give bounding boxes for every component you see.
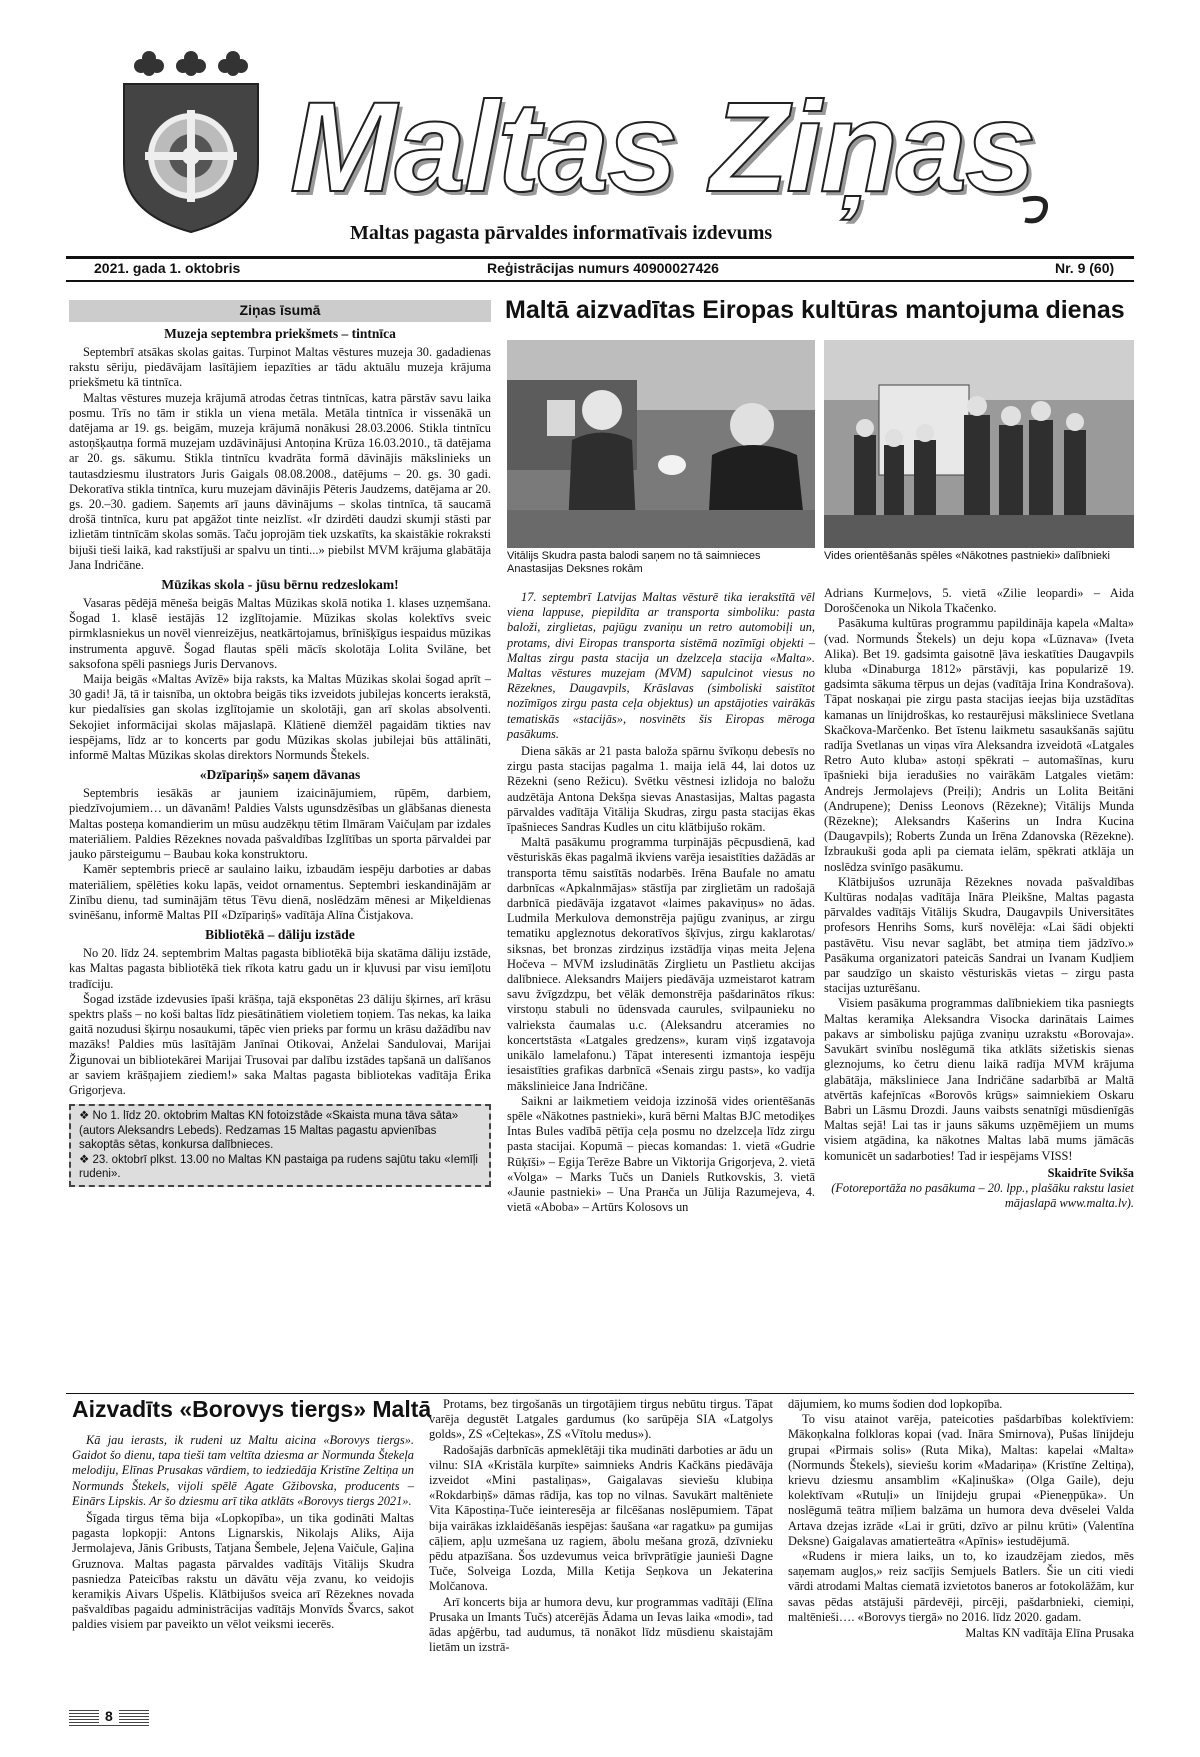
bottom-headline: Aizvadīts «Borovys tiergs» Maltā bbox=[72, 1396, 432, 1422]
photo-pigeon-icon bbox=[507, 340, 815, 548]
sidebar-section-title: «Dzīpariņš» saņem dāvanas bbox=[199, 767, 361, 783]
masthead-ornament bbox=[1015, 190, 1055, 230]
hook-ornament-icon bbox=[1015, 190, 1055, 230]
notice-box bbox=[69, 1104, 491, 1187]
masthead-bottom-rule bbox=[66, 280, 1134, 282]
article-paragraph: Radošajās darbnīcās apmeklētāji tika mudināti darboties ar ādu un vilnu: SIA «Kristāla kurpīte» saimnieks Andris Kačkāns piedāvāja izveidot «Mini pastaliņas», Gaigalavas sieviešu klubiņa «Rokdarbiņš» dāmas rādīja, kas top no vilnas. Savukārt maltēniete Vita Kāpostiņa-Tuče ieinteresēja ar filcēšanas noslēpumiem. Tāpat bija vairākas izklaidēšanās iespējas: šaušana «ar ragatku» pa gumijas cāļiem, apļu uzmešana uz ragiem, ābolu mešana grozā, dzīvnieku pēdu atpazīšana. Šos uzdevumus veica brīvprātīgie jaunieši Dagne Tuče, Solveiga Lozda, Milla Ketija Seņkova un Jekaterina Molčanova. bbox=[429, 1442, 773, 1594]
notice-item: ❖ No 1. līdz 20. oktobrim Maltas KN fotoizstāde «Skaista muna tāva sāta» (autors Aleksandrs Lebeds). Redzamas 15 Maltas pagastu apvienības sakoptās sētas, konkursa dalībnieces. bbox=[79, 1110, 459, 1152]
issue-number: Nr. 9 (60) bbox=[1055, 260, 1115, 276]
article-paragraph: No 20. līdz 24. septembrim Maltas pagasta bibliotēkā bija skatāma dāliju izstāde, kas Maltas pagasta bibliotēkā tiek rīkota katru gadu un ir kļuvusi par visu iemīļotu tradīciju. bbox=[69, 946, 491, 991]
main-article-col2 bbox=[507, 590, 815, 1215]
main-article-col3 bbox=[824, 586, 1134, 1211]
article-paragraph: Kamēr septembris priecē ar saulaino laiku, izbaudām iespēju darboties ar dabas materiāliem, spēlēties koku lapās, veidot ornamentus. Septembri ieskandinājām ar Zinību dienu, tad suminājām tētus Tēvu dienā, noslēdzām mēnesi ar Miķeldienas svinēšanu, informē Maltas PII «Dzīpariņš» vadītāja Alīna Čistjakova. bbox=[69, 862, 491, 922]
page-number: 8 bbox=[99, 1708, 119, 1724]
bottom-article-col1 bbox=[72, 1433, 414, 1633]
article-paragraph: «Rudens ir miera laiks, un to, ko izaudzējam ziedos, mēs saņemam augļos,» reiz sacījis Semjuels Batlers. Šie un citi viedi vārdi atrodami Maltas ciematā izvietotos baneros ar fotokolāžām, kur savas pēdas atstājuši pārdevēji, pircēji, pašdarbnieki, ciemiņi, maltēnieši…. «Borovys tiergā» no 2016. līdz 2020. gadam. bbox=[788, 1549, 1134, 1624]
bottom-signature: Maltas KN vadītāja Elīna Prusaka bbox=[965, 1626, 1134, 1641]
main-photo-note: (Fotoreportāža no pasākuma – 20. lpp., plašāku rakstu lasiet mājaslapā www.malta.lv). bbox=[831, 1180, 1134, 1210]
main-col3-body bbox=[824, 586, 1134, 1164]
article-paragraph: Adrians Kurmeļovs, 5. vietā «Zilie leopardi» – Aida Doroščenoka un Nikola Tkačenko. bbox=[824, 586, 1134, 616]
bottom-lead: Kā jau ierasts, ik rudeni uz Maltu aicina «Borovys tiergs». Gaidot šo dienu, tapa tieši tam veltīta dziesma ar Normunda Štekeļa melodiju, Elīnas Prusakas vārdiem, to iedziedāja Kristīne Zeltiņa un Normunds Štekels, vijoli spēlē Agate Gžibovska, producents – Einārs Lipskis. Ar šo dziesmu arī tika atklāts «Borovys tiergs 2021». bbox=[72, 1433, 414, 1508]
article-paragraph: Pasākuma kultūras programmu papildināja kapela «Malta» (vad. Normunds Štekels) un deju kopa «Lūznava» (Iveta Alika). Bet 19. gadsimta gaisotnē ļāva ieskatīties Daugavpils kluba «Dinaburga 1812» pārstāvji, kas popularizē 19. gadsimta sākuma tērpus un dejas (vadītāja Irina Kondrašova). Tāpat noskaņai pie zirgu pasta stacijas ieejas bija uzstādītas kamanas un līnijdroškas, ko restaurējusi māksliniece Svetlana Skačkova-Marčenko. Bet īstenu laikmetu sasaukšanās sajūtu radīja Svetlanas un viņas vīra Aleksandra izveidotā «Latgales Retro Auto kluba» astoņi spēkrati – automašīnas, kuru īpašnieki bija ieradušies no vairākām Latgales vietām: Andrejs Jermolajevs (Preiļi); Andris un Lolita Beitāni (Andrupene); Deniss Leonovs (Rēzekne); Vitālijs Munda (Rēzekne); Aleksandrs Kašerins un Indra Kucina (Daugavpils); Roberts Zunda un Irēna Zdanovska (Rēzekne). Izbraukuši goda apli pa ciemata ielām, spēkrati atklāja un noslēdza svinīgo pasākumu. bbox=[824, 616, 1134, 874]
sidebar-section-title: Mūzikas skola - jūsu bērnu redzeslokam! bbox=[161, 577, 399, 593]
bottom-col3-body bbox=[788, 1397, 1134, 1625]
article-paragraph: dājumiem, ko mums šodien dod lopkopība. bbox=[788, 1397, 1003, 1411]
bottom-col1-body bbox=[72, 1511, 414, 1633]
coat-of-arms-icon bbox=[116, 44, 266, 234]
bottom-article-col3 bbox=[788, 1397, 1134, 1641]
masthead-top-rule bbox=[66, 256, 1134, 259]
sidebar bbox=[69, 300, 491, 1187]
photo2-caption: Vides orientēšanās spēles «Nākotnes pastnieki» dalībnieki bbox=[824, 550, 1110, 562]
article-paragraph: Diena sākās ar 21 pasta baloža spārnu švīkoņu debesīs no zirgu pasta stacijas pagalma 1. maija ielā 44, lai dotos uz Rēzekni (seno Režicu). Svētku vēstnesi izlidoja no baložu audzētāja Antona Dekšņa sievas Anastasijas, Maltas pagasta pārvaldes vadītāja Vitālija Skudras, zirgu pasta stacijas ēkas īpašnieces Sandras Kudles un citu klātbijušo rokām. bbox=[507, 744, 815, 835]
article-paragraph: Šīgada tirgus tēma bija «Lopkopība», un tika godināti Maltas pagasta lopkopji: Antons Lignarskis, Nikolajs Aliks, Aija Jermolajeva, Jānis Gribusts, Tatjana Šembele, Jeļena Vaičule, Gaļina Gruznova. Maltas pagasta pārvaldes vadītājs Vitālijs Skudra pasniedza Pateicības rakstu un dāvātu vēja zvanu, ko veidojis keramiķis Aivars Ušpelis. Klātbijušos sveica arī Rēzeknes novada pašvaldības pagaidu administrācijas vadītājs Monvīds Švarcs, sakot paldies visiem par paveikto un vēlot veiksmi iecerēs. bbox=[72, 1511, 414, 1632]
bottom-article-col2 bbox=[429, 1397, 773, 1655]
bottom-col2-body bbox=[429, 1397, 773, 1655]
article-paragraph: Septembrī atsākas skolas gaitas. Turpinot Maltas vēstures muzeja 30. gadadienas rakstu sēriju, piedāvājam lasītājiem iepazīties ar tādu aktuālu muzeja krājuma priekšmetu kā tintnīca. bbox=[69, 345, 491, 390]
article-paragraph: Visiem pasākuma programmas dalībniekiem tika pasniegts Maltas keramiķa Aleksandra Visocka darinātais Laimes pakavs ar simbolisku pajūga zvaniņu uzrakstu «Borovaja». Savukārt svinību noslēgumā tika atklāts sižetiskis sienas gleznojums, ko četru dienu laikā radīja MVM krājuma glabātāja, māksliniece Jana Indričāne sadarbībā ar Maltā atvērtās kafejnīcas «Borovōs krūgs» saimniekiem Oskaru Babri un Lāsmu Drozdi. Jauns vaibsts senatnīgi mūsdienīgās Maltas sejā! Lai tas ir jauns sākums uzņēmējiem un mums visiem atgādina, ka nākotnes Maltas labā mums jāmācās komunicēt un sadarboties! Tad ir iespējams VISS! bbox=[824, 996, 1134, 1163]
sidebar-sections bbox=[69, 326, 491, 1098]
article-paragraph: Šogad izstāde izdevusies īpaši krāšņa, tajā eksponētas 23 dāliju šķirnes, arī krāsu spektrs plašs – no koši baltas līdz piesātinātiem violetiem toņiem. Tas nekas, ka laika gaitā nozudusi šķirņu nosaukumi, tāpēc vien prieks par formu un krāsu dažādību nav mazāks! Paldies mūs lasītājām Janīnai Otikovai, Anželai Sandulovai, Marijai Žigunovai un bibliotekārei Marijai Trusovai par dalību izstādes tapšanā un dalīšanos ar saviem krāšņajiem ziediem!» saka Maltas pagasta bibliotekas vadītāja Ērika Grigorjeva. bbox=[69, 991, 491, 1097]
article-paragraph: Saikni ar laikmetiem veidoja izzinošā vides orientēšanās spēle «Nākotnes pastnieki», kurā bērni Maltas BJC metodiķes Intas Bules vadībā pētīja ceļa posmu no dzelzceļa līdz zirgu pasta stacijai. Kopumā – piecas komandas: 1. vietā «Gudrie Rūķīši» – Egija Terēze Babre un Viktorija Grigorjeva, 2. vietā «Volga» – Marks Tučs un Daniels Rutkovskis, 3. vietā «Jaunie pastnieki» – Una Prанča un Jūlija Razumejeva, 4. vietā «Aboba» – Artūrs Kolosovs un bbox=[507, 1093, 815, 1215]
article-paragraph: Maltas vēstures muzeja krājumā atrodas četras tintnīcas, katra pārstāv savu laika posmu. Trīs no tām ir stikla un viena metāla. Metāla tintnīca ir vissenākā un datējama ar 19. gs. beigām, muzeja krājumā nonākusi 28.03.2006. Stikla tintnīcu astoņšķautņa formā muzejam uzdāvinājusi Antoņina Krūza 16.03.2010., tā datējama ar 20. gs. sākumu. Stikla tintnīcu kvadrāta formā dāvinājis mākslinieks un tautasdziesmu ilustrators Juris Gaigals 08.08.2008., datējums – 20. gs. 30 gadi. Dekoratīva stikla tintnīca, kuru muzejam dāvinājis Pēteris Jaudzems, datējama ar 20. gs. 20.–30. gadiem. Saņemts arī jauns dāvinājums – skolas tintnīca, tā saucamā drošā tintnīca, kuru pat apgāžot tinte neizlīst. «Ir dzirdēti daudzi skumji stāsti par izlietām tintnīcām skolas somās. Taču joprojām tiek uzskatīts, ka skaistākie rokraksti bijuši tieši laikā, kad rakstījuši ar spalvu un tinti...» piebilst MVM krājuma glabātāja Jana Indričāne. bbox=[69, 390, 491, 572]
coat-of-arms bbox=[116, 44, 266, 234]
sidebar-heading-text: Ziņas īsumā bbox=[239, 302, 321, 318]
article-paragraph: Septembris iesākās ar jauniem izaicinājumiem, rūpēm, darbiem, piedzīvojumiem… un dāvanām! Paldies Valsts ugunsdzēsības un glābšanas dienesta Maltas posteņa komandierim un mūsu audzēkņu tētim Ilmāram Vaičuļam par izdales materiāliem. Paldies Rēzeknes novada pašvaldības Izglītības un sporta pārvaldei par jauko pārsteigumu – Baubau koka konstruktoru. bbox=[69, 786, 491, 862]
article-paragraph: Arī koncerts bija ar humora devu, kur programmas vadītāji (Elīna Prusaka un Imants Tučs) atcerējās Ādama un Ievas laika «modi», tad ādas apģērbu, tad audumus, tā nonākot līdz mūsdienu skaistajām lietām un izstrā- bbox=[429, 1594, 773, 1655]
sidebar-section-title: Muzeja septembra priekšmets – tintnīca bbox=[164, 326, 396, 341]
photo1-caption: Vitālijs Skudra pasta balodi saņem no tā saimnieces Anastasijas Deksnes rokām bbox=[507, 550, 761, 575]
photo-group-icon bbox=[824, 340, 1134, 548]
masthead-title: Maltas Ziņas bbox=[290, 76, 1035, 219]
article-paragraph: Vasaras pēdējā mēneša beigās Maltas Mūzikas skolā notika 1. klases uzņemšana. Šogad 1. klasē iestājās 12 izglītojamie. Mūzikas skolas kolektīvs sveic pirmklasniekus un novēl vienreizējus, neatkārtojamus, brīnišķīgus iespaidus mūzikas instrumenta apguvē. Šogad flautas spēli mācīs skolotāja Lolita Svilāne, bet saksofona spēli pasniegs Juris Dervanovs. bbox=[69, 596, 491, 671]
article-paragraph: Protams, bez tirgošanās un tirgotājiem tirgus nebūtu tirgus. Tāpat varēja degustēt Latgales gardumus (ko sarūpēja SIA «Latgolys golds», ZS «Ceļtekas», ZS «Vītolu medus»). bbox=[429, 1397, 773, 1442]
main-col2-body bbox=[507, 744, 815, 1215]
main-lead: 17. septembrī Latvijas Maltas vēsturē tika ierakstītā vēl viena lappuse, piepildīta ar transporta simboliku: pasta baloži, zirglietas, pajūgu zvaniņu un retro automobiļi un, protams, divi Eiropas transporta sistēmā nozīmīgi objekti – Maltas zirgu pasta stacija un dzelzceļa stacija «Malta». Maltas vēstures muzejam (MVM) sapulcinot viesus no Rēzeknes, Daugavpils, Krāslavas (simboliski saistītot nozīmīgos zirgu pasta ceļa objektus) un apstājoties vairākās tematiskās «stacijās», nosvinēts šis Eiropas mēroga pasākums. bbox=[507, 590, 815, 741]
main-headline: Maltā aizvadītas Eiropas kultūras mantojuma dienas bbox=[505, 296, 1125, 324]
article-paragraph: To visu atainot varēja, pateicoties pašdarbības kolektīviem: Mākoņkalna folkloras kopai (vad. Ināra Smirnova), Pušas līnijdeju grupai «Pirmais solis» (Ruta Mika), Maltas: kapelai «Malta» (Normunds Štekels), sieviešu korim «Madariņa» (Kristīne Zeltiņa), krievu dziesmu ansamblim «Kaļinuška» (Olga Gaile), deju kolektīvam «Rutuļi» un līnijdeju grupai «Pieneņpūka». Un noslēgumā teātra mīļiem balzāma un humora deva dvēselei Valda Artava dzejas izrāde «Lai ir grūti, dzīvo ar pilnu krūti» (Valentīna Deksne) Gaigalavas amatierteātra «Apīnis» iestudējumā. bbox=[788, 1412, 1134, 1548]
article-paragraph: Maltā pasākumu programma turpinājās pēcpusdienā, kad vēsturiskās ēkas pagalmā ikviens varēja iesaistīties dažādās ar transporta tēmu saistītās nodarbēs. Irēna Baufale no amatu darbnīcas «Apkalnmājas» stāstīja par zirglietām un radošajā darbnīcā piedāvāja izgatavot «laimes pakaviņus» no ādas. Ludmila Merkulova demonstrēja pajūgu zvaniņus, ar zirgu tematiku apgleznotus dekoratīvos šķīvjus, zirgu kaklarotas/ siksnas, bet bronzas zirdziņus izstādīja viņas meita Jeļena Hočeva – MVM izsludinātās Zirglietu un Pastlietu akcijas dalībniece. Aleksandrs Maijers piedāvāja uzmeistarot katram savu žvīgzdzpu, bet vēlāk demonstrēja pašdarinātos rīkus: virstoņu stabuli no ūdensvada caurules, svilpaunieku no valriekstа čaumalas u.c. (Aleksandru atceramies no koncertstāsta «Latgales gredzens», kuram viņš izgatavoja unikālo lamelafonu.) Tāpat interesenti izmantoja iespēju iesaistīties grafikas darbnīcā «Senais zirgu pasts», ko vadīja mākslinieice Jana Indričāne. bbox=[507, 835, 815, 1093]
article-paragraph: Klātbijušos uzrunāja Rēzeknes novada pašvaldības Kultūras nodaļas vadītāja Ināra Pleikšne, Maltas pagasta pārvaldes vadītājs Vitālijs Skudra, Daugavpils Universitātes profesors Henrihs Soms, kurš novēlēja: «Lai šādi objekti pastāvētu. Visu nevar saglābt, bet atmiņa tiem jādzīvo.» Pasākuma organizatori pateicās Sandrai un Ivanam Kudļiem par saudzīgo un skaisto vēsturiskās vietas – zirgu pasta stacijas uzturēšanu. bbox=[824, 874, 1134, 996]
sidebar-heading bbox=[69, 300, 491, 322]
bottom-article-rule bbox=[66, 1393, 1134, 1394]
registration-number: Reģistrācijas numurs 40900027426 bbox=[487, 260, 719, 276]
photo-pigeon-handover bbox=[507, 340, 815, 548]
article-paragraph: Maija beigās «Maltas Avīzē» bija raksts, ka Maltas Mūzikas skolai šogad aprīt – 30 gadi! Jā, tā ir taisnība, un oktobra beigās tiks izveidots jubilejas koncerts ierakstā, kur piedalīsies gan skolas izglītojamie un skolotāji, gan arī skolas absolventi. Sekojiet informācijai skolas mājaslapā. Klātienē diemžēl pagaidām tikties nav iespējams, līdz ar to koncerts par godu Mūzikas skolas jubilejai būs attālināti, informē Maltas Mūzikas skolas direktors Normunds Štekels. bbox=[69, 672, 491, 763]
photo-game-participants bbox=[824, 340, 1134, 548]
issue-date: 2021. gada 1. oktobris bbox=[94, 260, 241, 276]
sidebar-section-title: Bibliotēkā – dāliju izstāde bbox=[205, 927, 355, 943]
main-author: Skaidrīte Svikša bbox=[1047, 1165, 1134, 1180]
page-footer bbox=[69, 1708, 149, 1730]
notice-item: ❖ 23. oktobrī plkst. 13.00 no Maltas KN pastaiga pa rudens sajūtu taku «Iemīļi rudeni». bbox=[79, 1153, 478, 1181]
masthead-subtitle: Maltas pagasta pārvaldes informatīvais izdevums bbox=[350, 222, 773, 244]
